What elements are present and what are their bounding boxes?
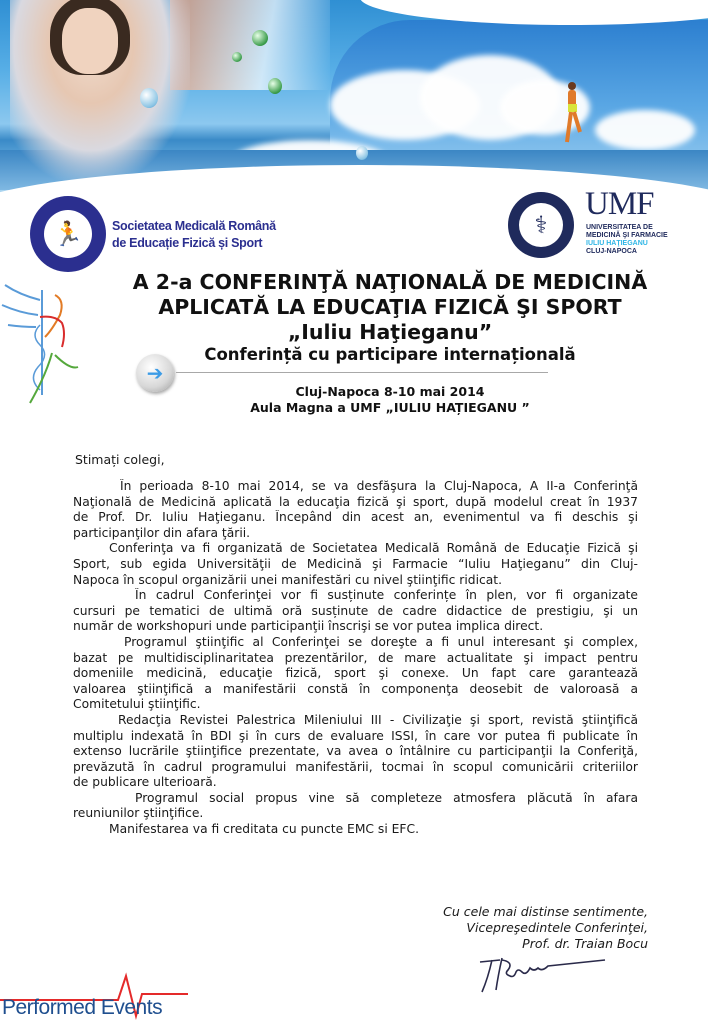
society-name <box>112 218 276 252</box>
signature <box>470 950 610 994</box>
letter-line: de publicare ulterioară. <box>73 775 217 790</box>
letter-line: Programul social propus vine să completeze atmosfera plăcută în afara <box>135 790 638 805</box>
letter-line: Naţională de Medicină aplicată la educaţia fizică şi sport, după modelul creat în 1937 <box>73 494 638 509</box>
letter-line: de Prof. Dr. Iuliu Haţieganu. Începând din acest an, evenimentul va fi deschis şi <box>73 510 638 525</box>
letter-line: bazat pe multidisciplinaritatea prezentărilor, de mare actualitate şi impact pentru <box>73 650 638 665</box>
letter-line: Comitetului ştiinţific. <box>73 697 201 712</box>
letter-line: Programul ştiinţific al Conferinţei se doreşte a fi unul interesant şi complex, <box>124 634 638 649</box>
water-drop <box>356 146 368 160</box>
conference-subtitle: Conferință cu participare internațională <box>204 345 576 364</box>
water-drop <box>252 30 268 46</box>
letter-line: Sport, sub egida Universităţii de Medicină şi Farmacie “Iuliu Haţieganu” din Cluj- <box>73 556 638 571</box>
society-name-line2: de Educație Fizică și Sport <box>112 236 263 250</box>
letter-greeting: Stimați colegi, <box>75 452 165 467</box>
caduceus-seal-icon: ⚕ <box>519 203 563 247</box>
woman-face <box>62 8 118 74</box>
letter-line: valoarea ştiinţifică a manifestării constă în componenţa deosebit de valoroasă a <box>73 681 638 696</box>
letter-line: extenso lucrările ştiinţifice prezentate, va avea o întâlnire cu participanţii la Conferiţă, <box>73 744 638 759</box>
water-drop <box>232 52 242 62</box>
conference-title-line2: APLICATĂ LA EDUCAŢIA FIZICĂ ŞI SPORT <box>158 295 622 319</box>
letter-line: prevăzută în cadrul programului manifestării, tocmai în scopul comunicării criteriilor <box>73 759 638 774</box>
umf-name-line3: IULIU HAŢIEGANU <box>586 240 648 247</box>
umf-name-line4: CLUJ-NAPOCA <box>586 248 637 255</box>
cloud <box>595 110 695 150</box>
letter-body <box>73 479 638 838</box>
water-drop <box>268 78 282 94</box>
performed-events-brand: Performed Events <box>2 996 163 1019</box>
closing-line2: Vicepreşedintele Conferinţei, <box>466 920 648 935</box>
umf-acronym: UMF <box>585 186 654 222</box>
letter-line: Redacţia Revistei Palestrica Mileniului III - Civilizaţie şi sport, revistă ştiinţifică <box>118 712 638 727</box>
closing-line1: Cu cele mai distinse sentimente, <box>443 904 648 919</box>
letter-line: reuniunilor ştiinţifice. <box>73 806 204 821</box>
umf-seal-logo <box>508 192 574 258</box>
header-banner-image <box>0 0 708 200</box>
divider-line <box>176 372 548 373</box>
running-woman-figure <box>560 80 582 155</box>
letter-line: participanţilor din afara ţării. <box>73 525 251 540</box>
event-date-location: Cluj-Napoca 8-10 mai 2014 <box>295 384 485 399</box>
running-figure-icon: 🏃 <box>44 210 92 258</box>
letter-line: În cadrul Conferinţei vor fi susținute conferințe în plen, vor fi organizate <box>135 588 638 603</box>
letter-line: Manifestarea va fi creditata cu puncte EMC si EFC. <box>109 822 419 837</box>
letter-line: În perioada 8-10 mai 2014, se va desfăşura la Cluj-Napoca, A II-a Conferinţă <box>120 479 638 493</box>
society-logo <box>30 196 106 272</box>
letter-line: Conferinţa va fi organizată de Societatea Medicală Română de Educaţie Fizică şi <box>109 541 638 556</box>
letter-line: domeniile medicină, educaţie fizică, sport şi conexe. Un fapt care garantează <box>73 666 638 681</box>
letter-line: Napoca în scopul organizării unei manifestări cu nivel ştiinţific ridicat. <box>73 572 503 587</box>
umf-name-line1: UNIVERSITATEA DE <box>586 224 653 231</box>
letter-closing <box>443 904 648 952</box>
letter-line: cursuri pe tematici de ultimă oră susținute de cadre didactice de prestigiu, şi un <box>73 603 638 618</box>
conference-title-line1: A 2-a CONFERINŢĂ NAŢIONALĂ DE MEDICINĂ <box>132 270 648 294</box>
event-venue: Aula Magna a UMF „IULIU HAȚIEGANU ” <box>250 400 530 415</box>
runner-legs <box>170 0 330 90</box>
conference-title-line3: „Iuliu Haţieganu” <box>287 320 493 344</box>
letter-line: număr de workshopuri unde participanţii înscrişi se vor putea implica direct. <box>73 619 544 634</box>
letter-line: multiplu indexată în BDI şi în curs de evaluare ISSI, în care vor putea fi publicate în <box>73 728 638 743</box>
closing-line3: Prof. dr. Traian Bocu <box>522 936 648 951</box>
umf-name-line2: MEDICINĂ ŞI FARMACIE <box>586 232 668 239</box>
water-drop <box>140 88 158 108</box>
arrow-right-icon: ➔ <box>146 361 164 385</box>
society-name-line1: Societatea Medicală Română <box>112 219 276 233</box>
